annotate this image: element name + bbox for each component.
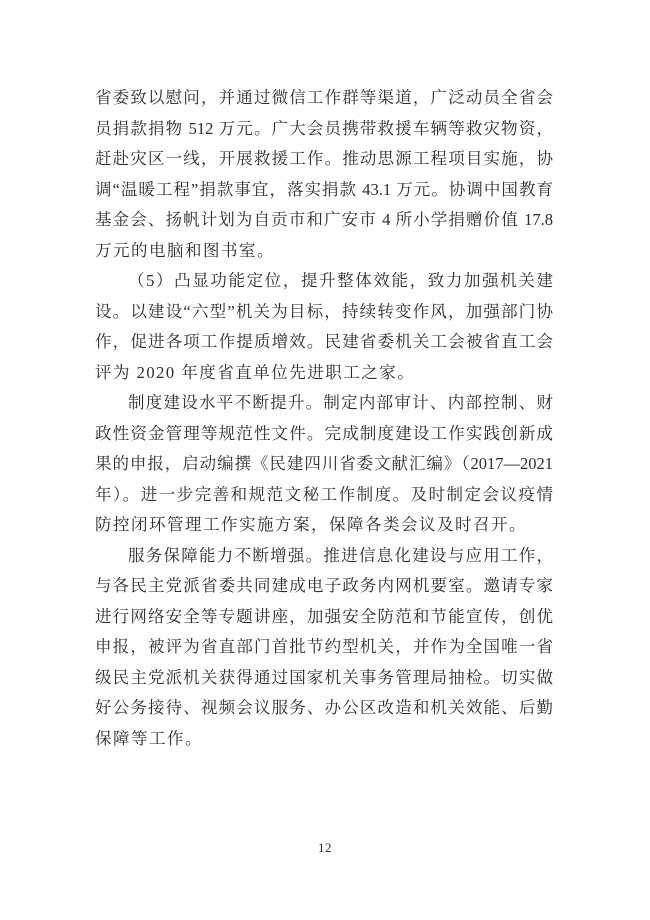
text-line: （5）凸显功能定位，提升整体效能，致力加强机关建 xyxy=(128,271,553,290)
text-line: 与各民主党派省委共同建成电子政务内网机要室。邀请专家 xyxy=(95,576,553,595)
text-line: 赶赴灾区一线，开展救援工作。推动思源工程项目实施，协 xyxy=(95,149,553,168)
paragraph xyxy=(95,266,553,388)
text-line: 作，促进各项工作提质增效。民建省委机关工会被省直工会 xyxy=(95,332,553,351)
text-line: 省委致以慰问，并通过微信工作群等渠道，广泛动员全省会 xyxy=(95,88,553,107)
text-line: 评为 2020 年度省直单位先进职工之家。 xyxy=(95,362,416,382)
text-line: 制度建设水平不断提升。制定内部审计、内部控制、财 xyxy=(128,393,553,412)
text-line: 进行网络安全等专题讲座，加强安全防范和节能宣传，创优 xyxy=(95,606,553,626)
text-line: 设。以建设“六型”机关为目标，持续转变作风，加强部门协 xyxy=(95,301,553,321)
body-text xyxy=(95,83,553,754)
text-line: 防控闭环管理工作实施方案，保障各类会议及时召开。 xyxy=(95,515,527,534)
text-line: 员捐款捐物 512 万元。广大会员携带救援车辆等救灾物资， xyxy=(95,118,553,138)
paragraph xyxy=(95,541,553,755)
text-line: 保障等工作。 xyxy=(95,728,203,748)
text-line: 级民主党派机关获得通过国家机关事务管理局抽检。切实做 xyxy=(95,667,553,687)
text-line: 年）。进一步完善和规范文秘工作制度。及时制定会议疫情 xyxy=(95,484,553,504)
text-line: 政性资金管理等规范性文件。完成制度建设工作实践创新成 xyxy=(95,423,553,443)
page-number: 12 xyxy=(318,840,332,855)
text-line: 基金会、扬帆计划为自贡市和广安市 4 所小学捐赠价值 17.8 xyxy=(95,210,553,229)
text-line: 万元的电脑和图书室。 xyxy=(95,240,275,260)
paragraph xyxy=(95,83,553,266)
text-line: 调“温暖工程”捐款事宜，落实捐款 43.1 万元。协调中国教育 xyxy=(95,179,553,199)
text-line: 服务保障能力不断增强。推进信息化建设与应用工作， xyxy=(128,545,553,565)
text-line: 果的申报，启动编撰《民建四川省委文献汇编》（2017—2021 xyxy=(95,454,553,473)
paragraph xyxy=(95,388,553,541)
text-line: 申报，被评为省直部门首批节约型机关，并作为全国唯一省 xyxy=(95,637,553,656)
text-line: 好公务接待、视频会议服务、办公区改造和机关效能、后勤 xyxy=(95,698,553,717)
